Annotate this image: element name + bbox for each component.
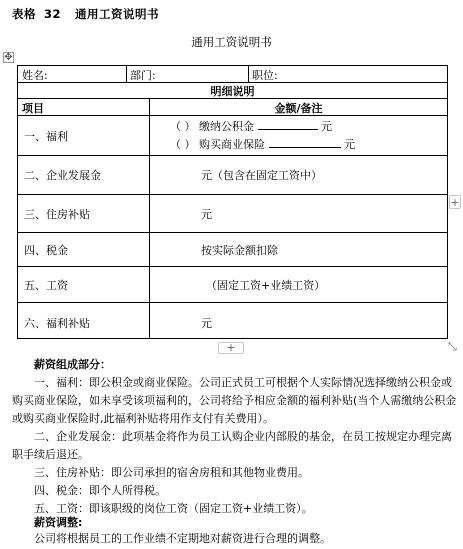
paragraph-tax: 四、税金：即个人所得税。 [34, 484, 166, 497]
position-field-label: 职位: [252, 69, 278, 82]
add-column-button[interactable]: + [450, 196, 460, 209]
row-housing-subsidy-note: 元 [201, 208, 212, 221]
caption-label: 表格 [12, 7, 36, 21]
col-header-item: 项目 [22, 102, 44, 115]
housing-fund-unit: 元 [321, 120, 332, 133]
insurance-checkbox[interactable]: （ ） [170, 138, 196, 151]
composition-heading: 薪资组成部分： [34, 358, 111, 371]
welfare-option-insurance [170, 136, 355, 152]
adjustment-heading: 薪资调整: [34, 516, 83, 529]
col-header-amount: 金额/备注 [274, 102, 323, 115]
row-wage-note: （固定工资+业绩工资） [206, 279, 326, 292]
housing-fund-amount-blank[interactable] [258, 119, 318, 130]
row-wage-item: 五、工资 [24, 279, 68, 292]
row-development-fund-note: 元（包含在固定工资中） [201, 169, 322, 182]
row-housing-subsidy-item: 三、住房补贴 [24, 208, 90, 221]
table-caption [12, 6, 159, 22]
section-title: 明细说明 [210, 85, 255, 98]
paragraph-adjustment: 公司将根据员工的工作业绩不定期地对薪资进行合理的调整。 [34, 532, 331, 545]
paragraph-welfare: 一、福利：即公积金或商业保险。公司正式员工可根据个人实际情况选择缴纳公积金或购买商业保险，如未享受该项福利的，公司将给予相应金额的福利补贴(当个人需缴纳公积金或购买商业保险时,此福利补贴将用作支付有关费用）。 [12, 376, 457, 425]
welfare-option-housing-fund [170, 118, 332, 134]
caption-number: 32 [44, 7, 62, 21]
row-tax-note: 按实际金额扣除 [201, 244, 278, 257]
caption-title: 通用工资说明书 [75, 7, 160, 21]
paragraph-housing-subsidy: 三、住房补贴：即公司承担的宿舍房租和其他物业费用。 [34, 466, 309, 479]
table-resize-icon[interactable]: ⤡ [448, 340, 457, 353]
housing-fund-checkbox[interactable]: （ ） [170, 120, 196, 133]
name-field-label: 姓名: [22, 69, 48, 82]
row-welfare-item: 一、福利 [24, 130, 68, 143]
paragraph-wage: 五、工资：即该职级的岗位工资（固定工资+业绩工资）。 [34, 502, 313, 515]
form-title: 通用工资说明书 [191, 35, 272, 49]
insurance-unit: 元 [344, 138, 355, 151]
row-development-fund-item: 二、企业发展金 [24, 169, 101, 182]
table-move-handle-icon[interactable]: ✥ [4, 52, 13, 63]
housing-fund-label: 缴纳公积金 [199, 120, 254, 133]
add-row-button[interactable]: + [218, 342, 244, 354]
row-welfare-subsidy-item: 六、福利补贴 [24, 317, 90, 330]
insurance-label: 购买商业保险 [199, 138, 265, 151]
department-field-label: 部门: [130, 69, 156, 82]
paragraph-development-fund: 二、企业发展金：此项基金将作为员工认购企业内部股的基金，在员工按规定办理完离职手续后退还。 [12, 430, 452, 461]
row-welfare-subsidy-note: 元 [201, 317, 212, 330]
insurance-amount-blank[interactable] [269, 137, 341, 148]
row-tax-item: 四、税金 [24, 244, 68, 257]
salary-form-table [17, 65, 448, 339]
